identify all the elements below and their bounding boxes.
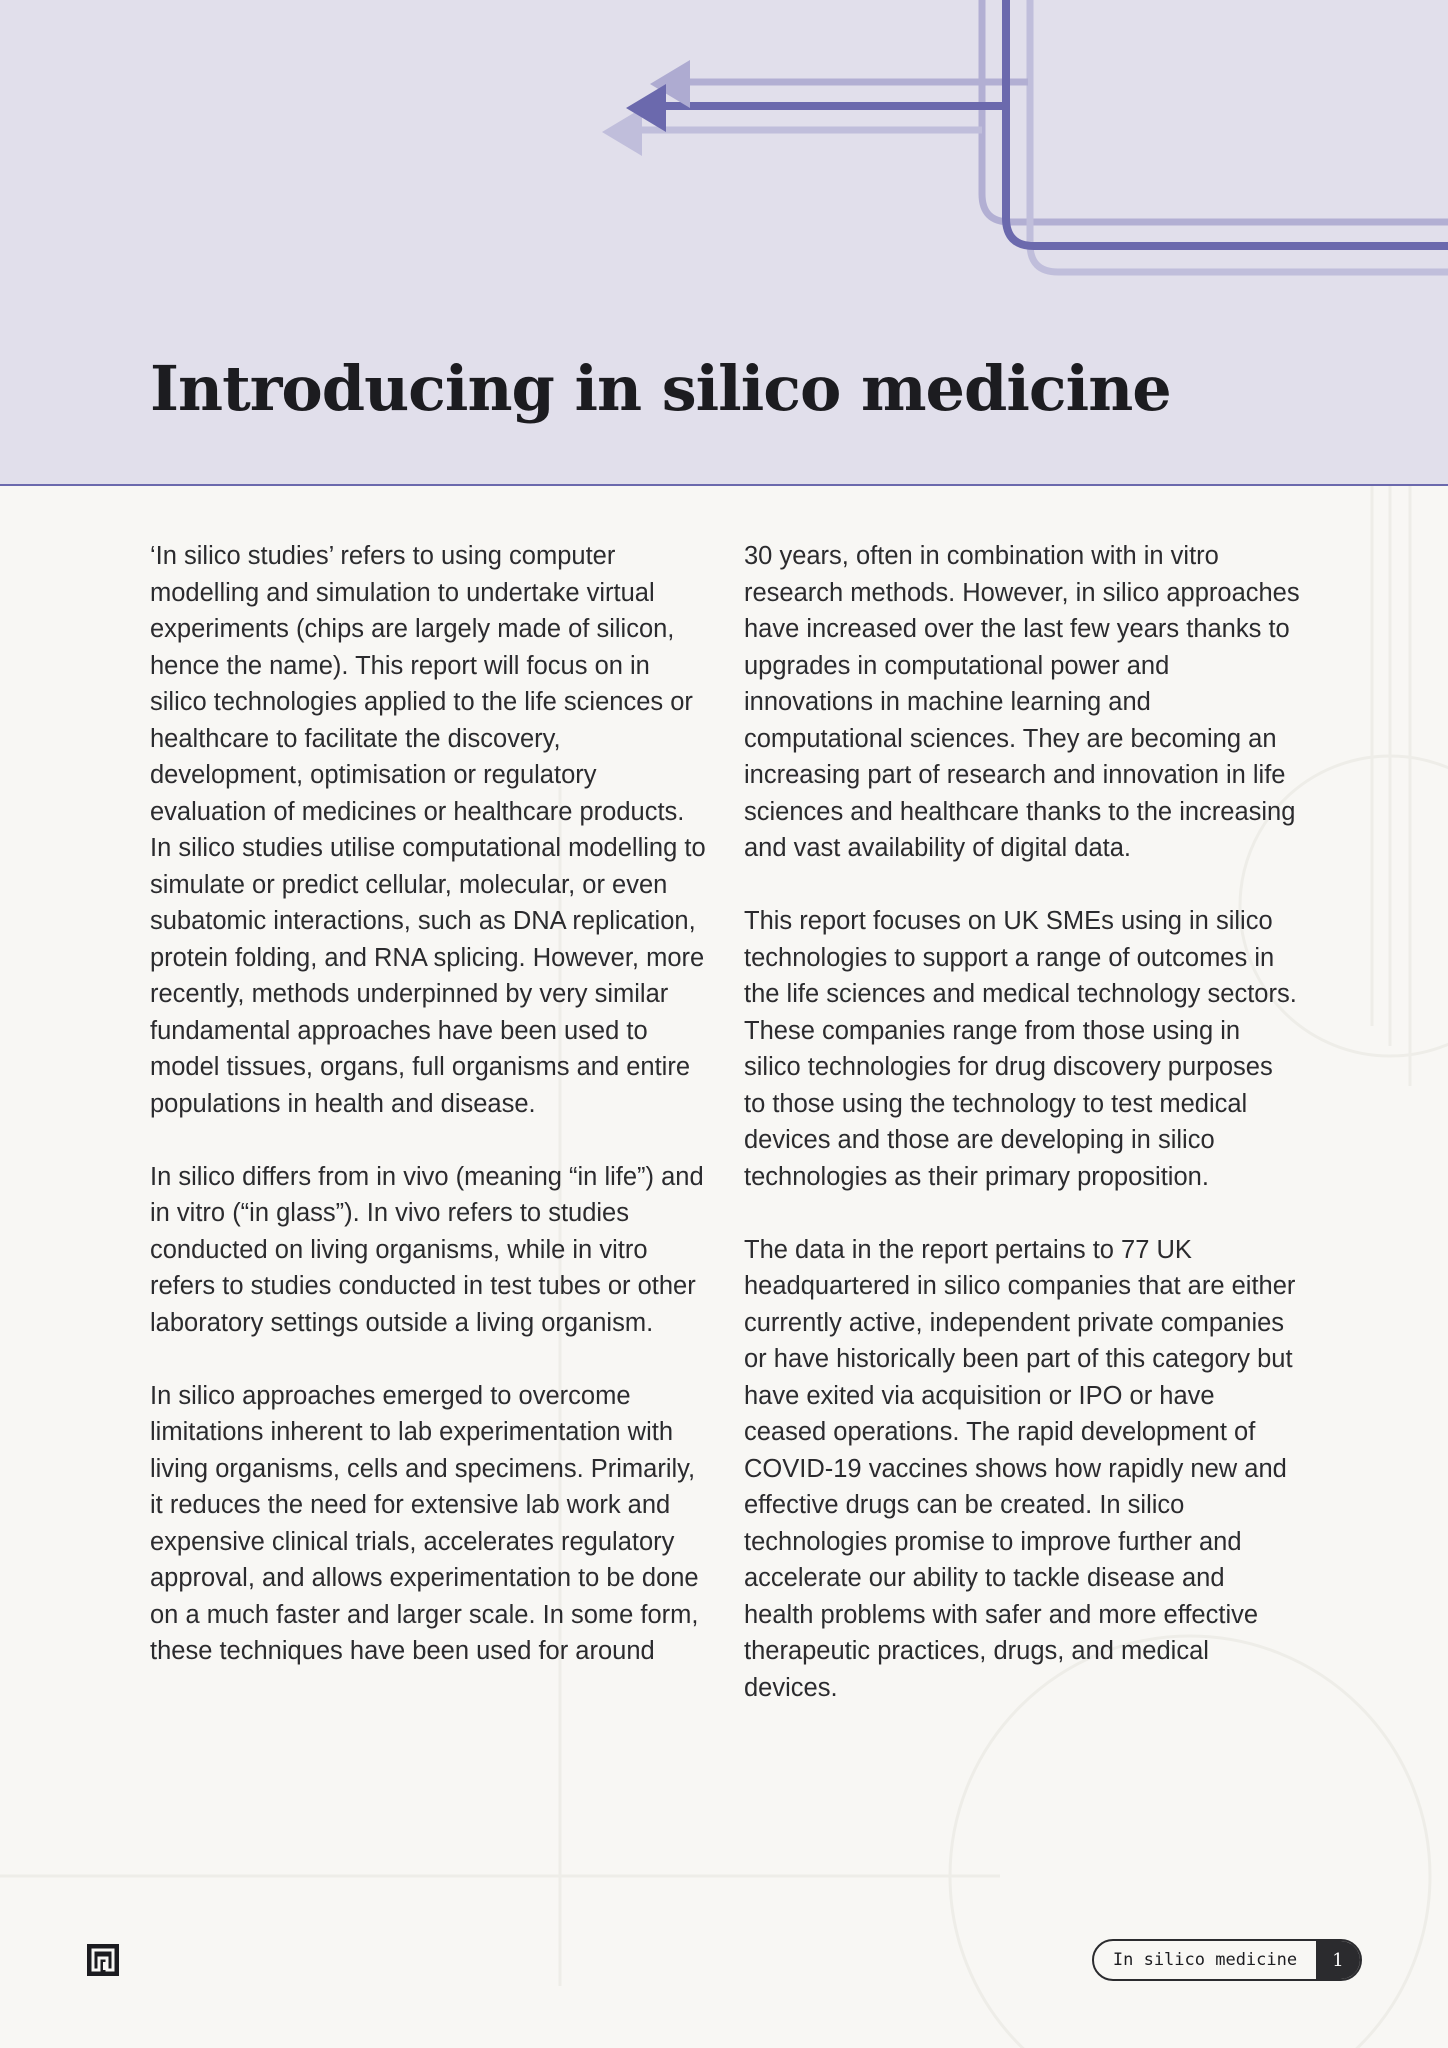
paragraph: The data in the report pertains to 77 UK headquartered in silico companies that are either currently active, independent private companies or have historically been part of this category but have exited via acquisition or IPO or have ceased operations. The rapid development of COVID-19 vaccines shows how rapidly new and effective drugs can be created. In silico technologies promise to improve further and accelerate our ability to tackle disease and health problems with safer and more effective therapeutic practices, drugs, and medical devices. <box>744 1235 1296 1702</box>
body-text <box>150 538 1300 1743</box>
right-column <box>744 538 1300 1743</box>
section-label: In silico medicine <box>1112 1950 1298 1970</box>
left-column <box>150 538 706 1743</box>
section-tag <box>1092 1939 1362 1981</box>
logo-icon <box>87 1944 119 1976</box>
paragraph: This report focuses on UK SMEs using in silico technologies to support a range of outcomes in the life sciences and medical technology sectors. These companies range from those using in silico technologies for drug discovery purposes to those using the technology to test medical devices and those are developing in silico technologies as their primary proposition. <box>744 907 1297 1191</box>
paragraph: 30 years, often in combination with in vitro research methods. However, in silico approaches have increased over the last few years thanks to upgrades in computational power and innovations in machine learning and computational sciences. They are becoming an increasing part of research and innovation in life sciences and healthcare thanks to the increasing and vast availability of digital data. <box>744 542 1300 862</box>
paragraph: In silico differs from in vivo (meaning “in life”) and in vitro (“in glass”). In vivo refers to studies conducted on living organisms, while in vitro refers to studies conducted in test tubes or other laboratory settings outside a living organism. <box>150 1162 704 1337</box>
page-number: 1 <box>1316 1941 1360 1979</box>
header-banner <box>0 0 1448 486</box>
paragraph: In silico approaches emerged to overcome limitations inherent to lab experimentation with living organisms, cells and specimens. Primarily, it reduces the need for extensive lab work and expensive clinical trials, accelerates regulatory approval, and allows experimentation to be done on a much faster and larger scale. In some form, these techniques have been used for around <box>150 1381 699 1665</box>
paragraph: ‘In silico studies’ refers to using computer modelling and simulation to undertake virtual experiments (chips are largely made of silicon, hence the name). This report will focus on in silico technologies applied to the life sciences or healthcare to facilitate the discovery, development, optimisation or regulatory evaluation of medicines or healthcare products. In silico studies utilise computational modelling to simulate or predict cellular, molecular, or even subatomic interactions, such as DNA replication, protein folding, and RNA splicing. However, more recently, methods underpinned by very similar fundamental approaches have been used to model tissues, organs, full organisms and entire populations in health and disease. <box>150 542 706 1118</box>
page-title: Introducing in silico medicine <box>150 352 1171 425</box>
